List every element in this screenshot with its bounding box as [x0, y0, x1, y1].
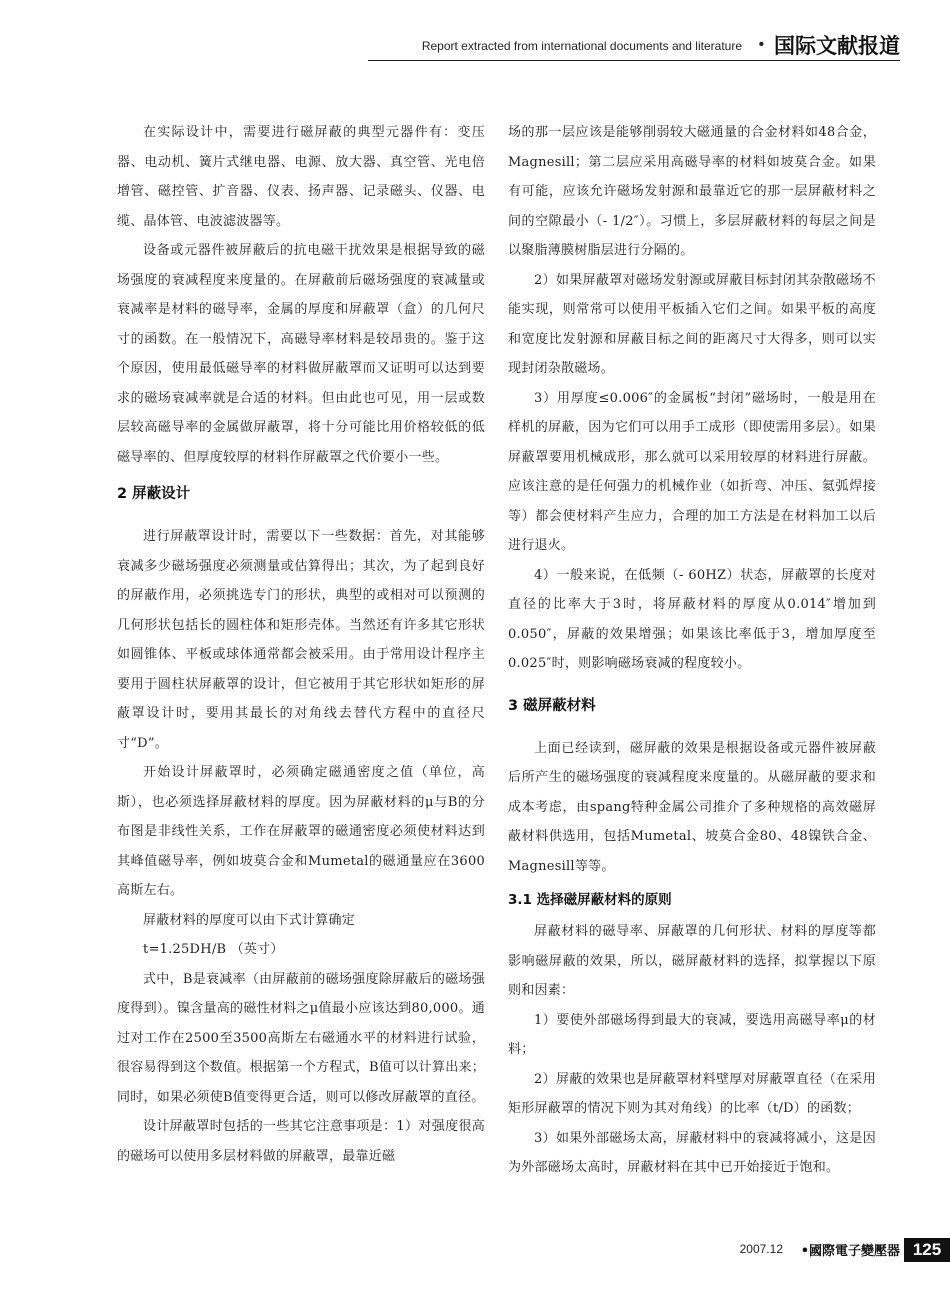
paragraph-materials-overview: 上面已经读到，磁屏蔽的效果是根据设备或元器件被屏蔽后所产生的磁场强度的衰减程度来度量的。从磁屏蔽的要求和成本考虑，由spang特种金属公司推介了多种规格的高效磁屏蔽材料供选用，包括Mumetal、坡莫合金80、48镍铁合金、Magnesill等等。 — [508, 740, 876, 874]
paragraph-formula-explanation: 式中，B是衰减率（由屏蔽前的磁场强度除屏蔽后的磁场强度得到）。镍含量高的磁性材料之μ值最小应该达到80,000。通过对工作在2500至3500高斯左右磁通水平的材料进行试验，很容易得到这个数值。根据第一个方程式，B值可以计算出来；同时，如果必须使B值变得更合适，则可以修改屏蔽罩的直径。 — [117, 971, 485, 1105]
paragraph-principle-1: 1）要使外部磁场得到最大的衰减，要选用高磁导率μ的材料； — [508, 1012, 876, 1057]
paragraph-attenuation-measure: 设备或元器件被屏蔽后的抗电磁干扰效果是根据导致的磁场强度的衰减程度来度量的。在屏蔽前后磁场强度的衰减量或衰减率是材料的磁导率，金属的厚度和屏蔽罩（盒）的几何尺寸的函数。在一般情况下，高磁导率材料是较昂贵的。鉴于这个原因，使用最低磁导率的材料做屏蔽罩而又证明可以达到要求的磁场衰减率就是合适的材料。但由此也可见，用一层或数层较高磁导率的金属做屏蔽罩，将十分可能比用价格较低的低磁导率的、但厚度较厚的材料作屏蔽罩之代价要小一些。 — [117, 243, 485, 465]
header-divider — [368, 60, 900, 61]
header-chinese-title: 国际文献报道 — [774, 34, 900, 58]
paragraph-principle-3: 3）如果外部磁场太高，屏蔽材料中的衰减将减小，这是因为外部磁场太高时，屏蔽材料在其中已开始接近于饱和。 — [508, 1130, 876, 1175]
issue-date: 2007.12 — [739, 1242, 783, 1256]
paragraph-design-data: 进行屏蔽罩设计时，需要以下一些数据：首先，对其能够衰减多少磁场强度必须测量或估算得出；其次，为了起到良好的屏蔽作用，必须挑选专门的形状，典型的或相对可以预测的几何形状包括长的圆柱体和矩形壳体。当然还有许多其它形状如圆锥体、平板或球体通常都会被采用。由于常用设计程序主要用于圆柱状屏蔽罩的设计，但它被用于其它形状如矩形的屏蔽罩设计时，要用其最长的对角线去替代方程中的直径尺寸“D”。 — [117, 529, 485, 751]
header-separator: • — [758, 36, 764, 53]
running-header — [368, 28, 900, 62]
right-column — [508, 118, 876, 1183]
paragraph-other-notes: 设计屏蔽罩时包括的一些其它注意事项是：1）对强度很高的磁场可以使用多层材料做的屏蔽罩，最靠近磁 — [117, 1119, 485, 1164]
paragraph-selection-factors: 屏蔽材料的磁导率、屏蔽罩的几何形状、材料的厚度等都影响磁屏蔽的效果，所以，磁屏蔽材料的选择，拟掌握以下原则和因素： — [508, 924, 876, 998]
paragraph-thickness-intro: 屏蔽材料的厚度可以由下式计算确定 — [143, 912, 356, 928]
thickness-formula: t=1.25DH/B （英寸） — [143, 942, 284, 957]
paragraph-flux-density: 开始设计屏蔽罩时，必须确定磁通密度之值（单位，高斯），也必须选择屏蔽材料的厚度。因为屏蔽材料的μ与B的分布图是非线性关系，工作在屏蔽罩的磁通密度必须使材料达到其峰值磁导率，例如坡莫合金和Mumetal的磁通量应在3600高斯左右。 — [117, 765, 485, 898]
left-column — [117, 118, 485, 1171]
header-english-title: Report extracted from international documents and literature — [421, 39, 742, 53]
section-heading-shield-materials: 3 磁屏蔽材料 — [508, 697, 596, 714]
paragraph-typical-components: 在实际设计中，需要进行磁屏蔽的典型元器件有：变压器、电动机、簧片式继电器、电源、放大器、真空管、光电倍增管、磁控管、扩音器、仪表、扬声器、记录磁头、仪器、电缆、晶体管、电波滤波器等。 — [117, 125, 485, 229]
section-heading-shield-design: 2 屏蔽设计 — [117, 486, 191, 502]
subsection-heading-selection-principles: 3.1 选择磁屏蔽材料的原则 — [508, 892, 672, 908]
paragraph-principle-2: 2）屏蔽的效果也是屏蔽罩材料壁厚对屏蔽罩直径（在采用矩形屏蔽罩的情况下则为其对角线）的比率（t/D）的函数； — [508, 1071, 876, 1116]
paragraph-multilayer-continued: 场的那一层应该是能够削弱较大磁通量的合金材料如48合金，Magnesill；第二层应采用高磁导率的材料如坡莫合金。如果有可能，应该允许磁场发射源和最靠近它的那一层屏蔽材料之间的空隙最小（- 1/2″）。习惯上，多层屏蔽材料的每层之间是以聚脂薄膜树脂层进行分隔的。 — [508, 125, 876, 258]
paragraph-note-2: 2）如果屏蔽罩对磁场发射源或屏蔽目标封闭其杂散磁场不能实现，则常常可以使用平板插入它们之间。如果平板的高度和宽度比发射源和屏蔽目标之间的距离尺寸大得多，则可以实现封闭杂散磁场。 — [508, 272, 876, 376]
journal-name: •國際電子變壓器 — [800, 1244, 900, 1259]
page-number: 125 — [904, 1238, 950, 1262]
paragraph-note-4: 4）一般来说，在低频（- 60HZ）状态，屏蔽罩的长度对直径的比率大于3时，将屏蔽材料的厚度从0.014″增加到0.050″，屏蔽的效果增强；如果该比率低于3，增加厚度至0.025″时，则影响磁场衰减的程度较小。 — [508, 567, 876, 671]
paragraph-note-3: 3）用厚度≤0.006″的金属板“封闭”磁场时，一般是用在样机的屏蔽，因为它们可以用手工成形（即使需用多层）。如果屏蔽罩要用机械成形，那么就可以采用较厚的材料进行屏蔽。应该注意的是任何强力的机械作业（如折弯、冲压、氦弧焊接等）都会使材料产生应力，合理的加工方法是在材料加工以后进行退火。 — [508, 390, 876, 553]
page-footer — [690, 1236, 950, 1264]
